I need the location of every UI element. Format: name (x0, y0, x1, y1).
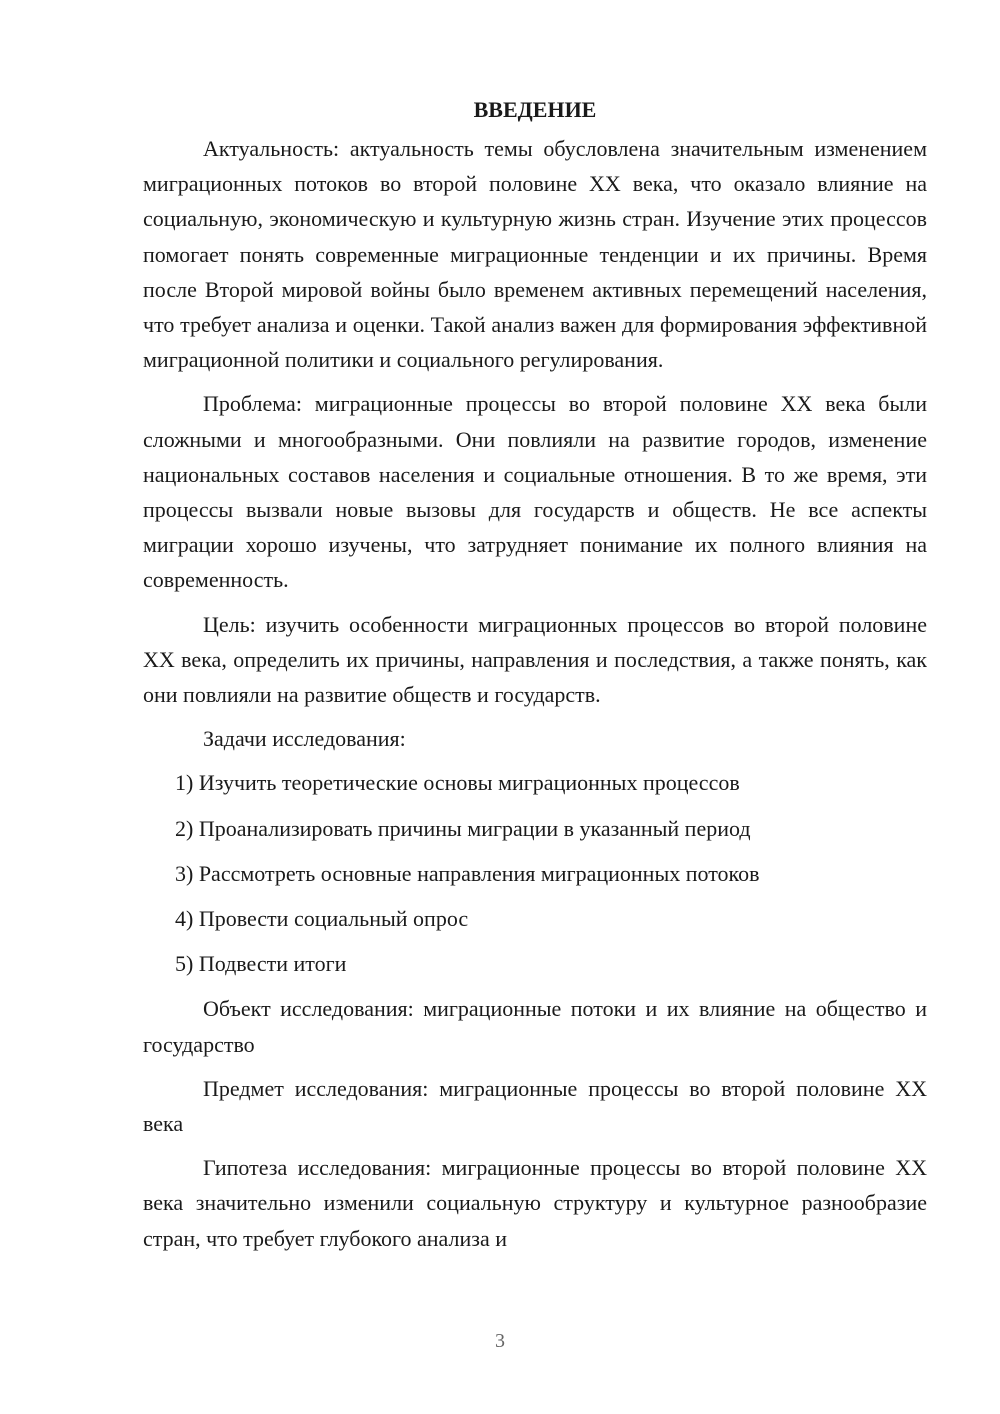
task-item: 5) Подвести итоги (175, 951, 347, 977)
task-item: 4) Провести социальный опрос (175, 906, 469, 932)
task-item: 2) Проанализировать причины миграции в указанный период (175, 815, 751, 841)
document-page (143, 92, 927, 1265)
page-number: 3 (495, 1330, 505, 1352)
subject-paragraph: Предмет исследования: миграционные процессы во второй половине XX века (143, 1075, 927, 1137)
task-list (143, 765, 927, 981)
goal-paragraph: Цель: изучить особенности миграционных процессов во второй половине XX века, определить их причины, направления и последствия, а также понять, как они повлияли на развитие обществ и государств. (143, 611, 927, 708)
task-item: 3) Рассмотреть основные направления миграционных потоков (175, 860, 760, 886)
hypothesis-paragraph: Гипотеза исследования: миграционные процессы во второй половине XX века значительно изменили социальную структуру и культурное разнообразие стран, что требует глубокого анализа и (143, 1155, 927, 1251)
relevance-paragraph: Актуальность: актуальность темы обусловлена значительным изменением миграционных потоков во второй половине XX века, что оказало влияние на социальную, экономическую и культурную жизнь стран. Изучение этих процессов помогает понять современные миграционные тенденции и их причины. Время после Второй мировой войны было временем активных перемещений населения, что требует анализа и оценки. Такой анализ важен для формирования эффективной миграционной политики и социального регулирования. (143, 136, 927, 373)
task-item: 1) Изучить теоретические основы миграционных процессов (175, 770, 740, 796)
tasks-heading: Задачи исследования: (203, 726, 406, 752)
section-title: ВВЕДЕНИЕ (473, 97, 597, 122)
object-paragraph: Объект исследования: миграционные потоки и их влияние на общество и государство (143, 996, 927, 1057)
problem-paragraph: Проблема: миграционные процессы во второй половине XX века были сложными и многообразными. Они повлияли на развитие городов, изменение национальных составов населения и социальные отношения. В то же время, эти процессы вызвали новые вызовы для государств и обществ. Не все аспекты миграции хорошо изучены, что затрудняет понимание их полного влияния на современность. (143, 391, 927, 593)
